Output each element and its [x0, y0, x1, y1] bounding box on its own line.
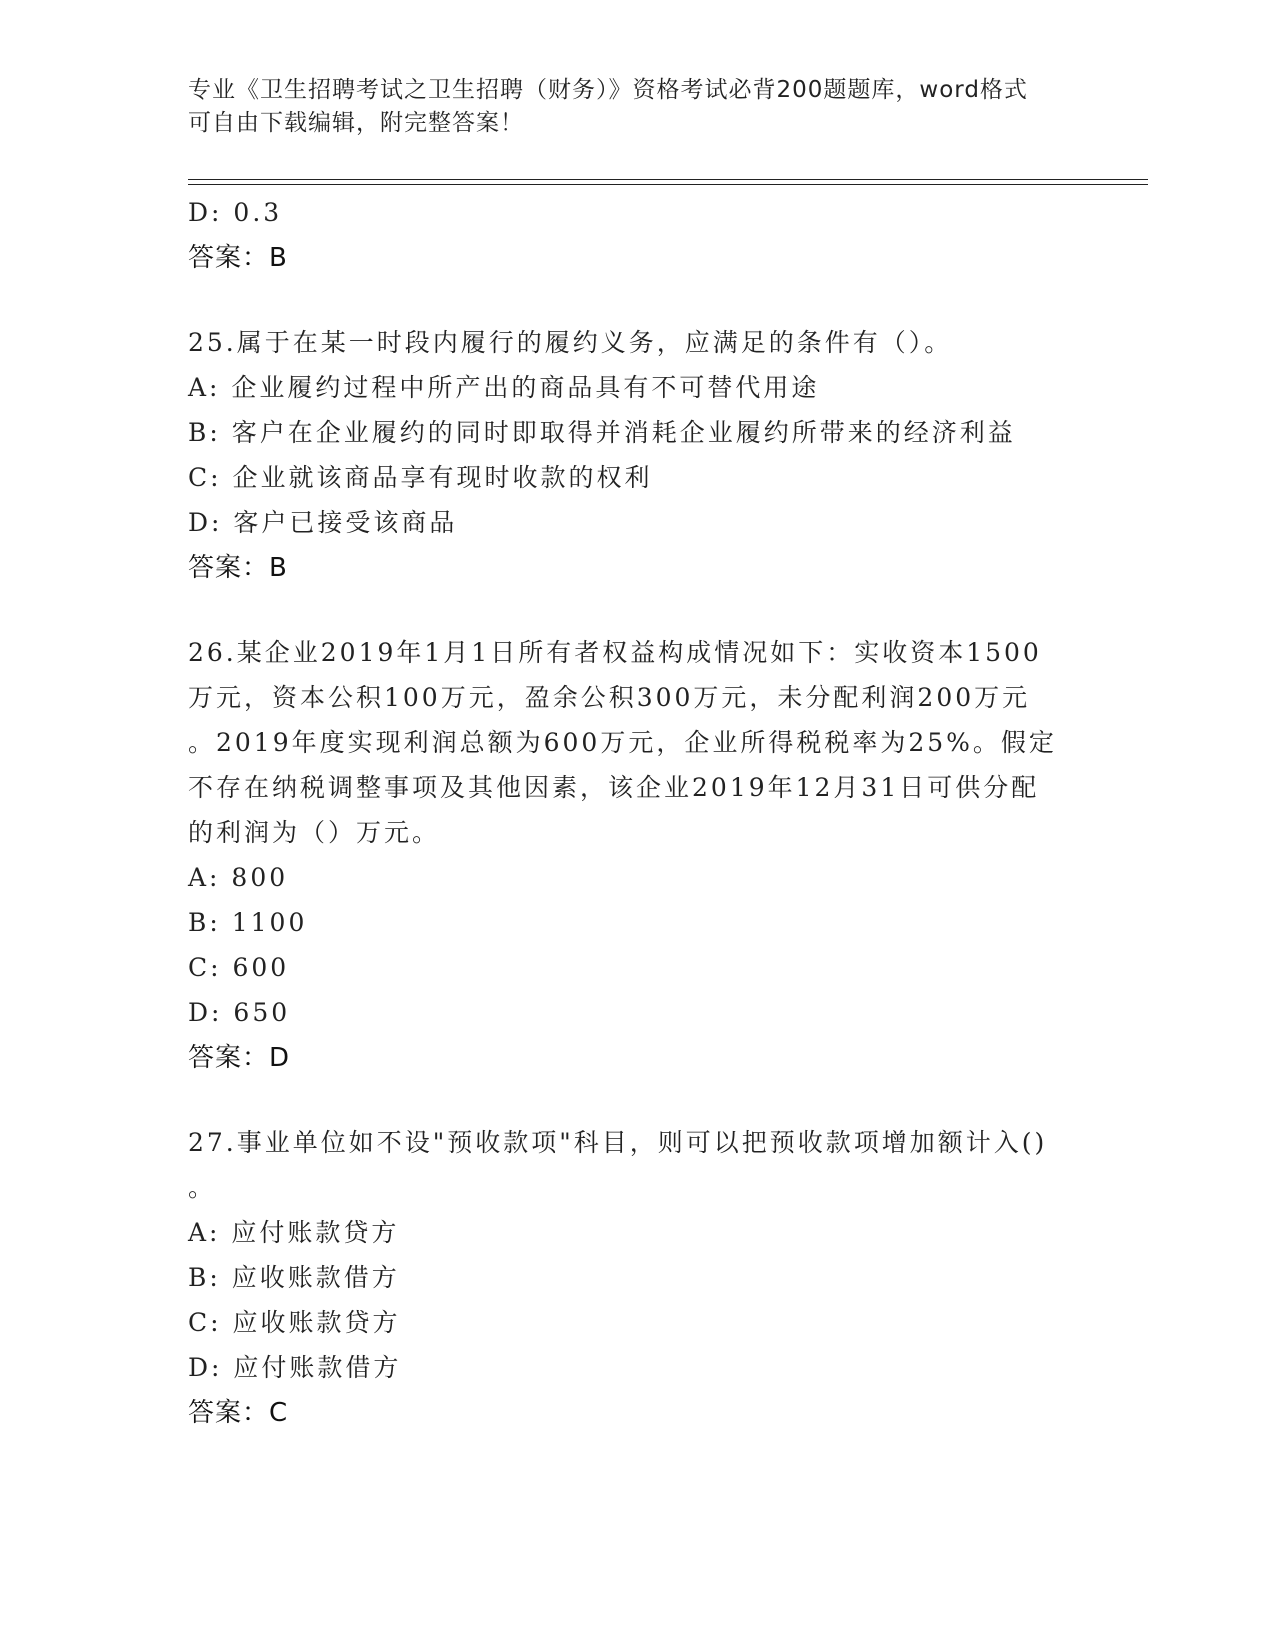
header-divider-bottom — [188, 184, 1148, 185]
question-stem-line-1: 26.某企业2019年1月1日所有者权益构成情况如下：实收资本1500 — [188, 638, 1042, 667]
answer-line: 答案：C — [188, 1398, 289, 1428]
header-title-line-1: 专业《卫生招聘考试之卫生招聘（财务）》资格考试必背200题题库，word格式 — [188, 77, 1028, 103]
header-title-line-2: 可自由下载编辑，附完整答案！ — [188, 110, 524, 136]
answer-line: 答案：B — [188, 553, 288, 583]
answer-line: 答案：B — [188, 243, 288, 273]
question-stem: 25.属于在某一时段内履行的履约义务，应满足的条件有（）。 — [188, 328, 953, 357]
option-c: C: 应收账款贷方 — [188, 1308, 401, 1337]
question-25 — [188, 320, 1088, 591]
question-stem-line-2: 。 — [188, 1173, 217, 1202]
option-b: B: 应收账款借方 — [188, 1263, 400, 1292]
option-b: B: 1100 — [188, 908, 308, 937]
question-stem-line-4: 不存在纳税调整事项及其他因素，该企业2019年12月31日可供分配 — [188, 773, 1040, 802]
document-header — [188, 74, 1068, 140]
spacer — [188, 281, 1088, 320]
option-d: D: 客户已接受该商品 — [188, 508, 458, 537]
option-c: C: 企业就该商品享有现时收款的权利 — [188, 463, 653, 492]
question-27 — [188, 1120, 1088, 1436]
option-a: A: 应付账款贷方 — [188, 1218, 400, 1247]
option-d: D: 650 — [188, 998, 291, 1027]
question-stem-line-2: 万元，资本公积100万元，盈余公积300万元，未分配利润200万元 — [188, 683, 1031, 712]
option-a: A: 企业履约过程中所产出的商品具有不可替代用途 — [188, 373, 820, 402]
option-d: D: 0.3 — [188, 198, 283, 227]
question-stem-line-1: 27.事业单位如不设"预收款项"科目，则可以把预收款项增加额计入() — [188, 1128, 1048, 1157]
spacer — [188, 1081, 1088, 1120]
header-divider-top — [188, 179, 1148, 180]
document-body — [188, 190, 1088, 1436]
option-c: C: 600 — [188, 953, 290, 982]
answer-line: 答案：D — [188, 1043, 291, 1073]
question-stem-line-3: 。2019年度实现利润总额为600万元，企业所得税税率为25%。假定 — [188, 728, 1057, 757]
question-stem-line-5: 的利润为（）万元。 — [188, 818, 441, 847]
option-a: A: 800 — [188, 863, 289, 892]
option-d: D: 应付账款借方 — [188, 1353, 402, 1382]
spacer — [188, 591, 1088, 630]
question-26 — [188, 630, 1088, 1081]
option-b: B: 客户在企业履约的同时即取得并消耗企业履约所带来的经济利益 — [188, 418, 1016, 447]
